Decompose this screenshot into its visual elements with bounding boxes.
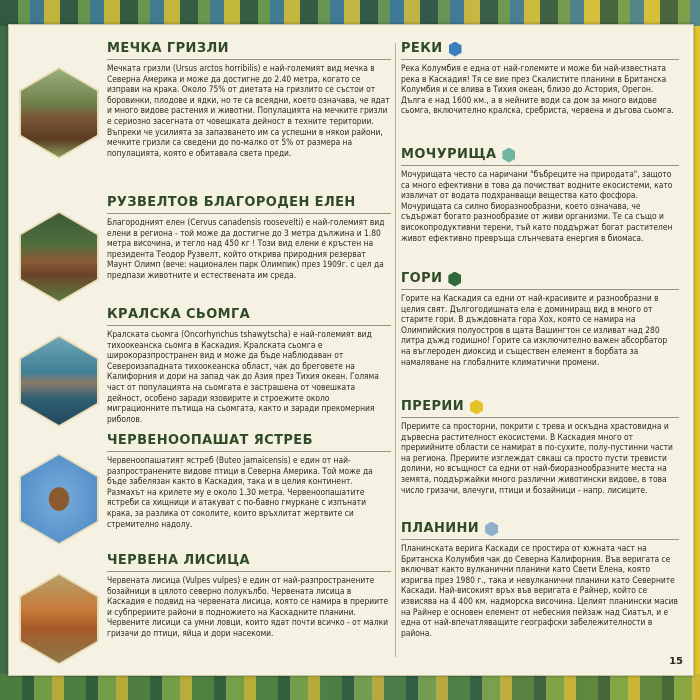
title-divider xyxy=(107,451,391,452)
entry-salmon xyxy=(19,307,391,437)
title-divider xyxy=(401,417,679,418)
entry-body: Прериите са просторни, покрити с трева и оскъдна храстовидна и дървесна растителност екосистеми. В Каскадия много от прериийните области се намират в по-сухите, полу-пустинни части на региона. Прериите изглеждат сякаш са просто пусти тревисти долини, но всъщност са едни от най-биоразнообразните места на земята, поддържайки много различни животински видове, в това число гризачи, влечуги, птици и бозайници - напр. лисиците. xyxy=(401,421,673,495)
title-divider xyxy=(107,571,391,572)
title-divider xyxy=(401,539,679,540)
fox-image xyxy=(19,573,99,665)
entry-title: ПЛАНИНИ xyxy=(401,521,480,536)
entry-title: ЧЕРВЕНА ЛИСИЦА xyxy=(107,553,250,568)
title-divider xyxy=(401,289,679,290)
entry-prairies xyxy=(401,399,679,495)
entry-title: КРАЛСКА СЬОМГА xyxy=(107,307,251,322)
entry-title: МЕЧКА ГРИЗЛИ xyxy=(107,41,229,56)
entry-title: ПРЕРИИ xyxy=(401,399,464,414)
entry-body: Горите на Каскадия са едни от най-красивите и разнообразни в целия свят. Дългогодишната ела е доминиращ вид в много от старите гори. В дъждовната гора Хох, която се намира на Олимпийския полуостров в щата Вашингтон се изливат над 280 литра дъжд годишно! Горите са изключително важен абсорбатор на въглероден диоксид и съществен елемент в борбата за намаляване на глобалните климатични промени. xyxy=(401,293,668,367)
salmon-image xyxy=(19,335,99,427)
prairie-hex-icon xyxy=(470,400,483,415)
elk-image xyxy=(19,211,99,303)
entry-body: Червеноопашатият ястреб (Buteo jamaicensis) е един от най-разпространените видове птици в Северна Америка. Той може да бъде забелязан както в Каскадия, така и в целия континент. Размахът на крилете му е около 1.30 метра. Червеноопашатите ястреби са хищници и атакуват с по-бавно гмуркане с изпънати крака, за разлика от соколите, които връхлитат жертвите си стремително надолу. xyxy=(107,455,373,529)
entry-body: Планинската верига Каскади се простира от южната част на Британска Колумбия чак до Северна Калифорния. Във веригата се включват както вулканични планини като Свети Елена, която изригва през 1980 г., така и невулканични планини като Северните Каскади. Най-високият връх във веригата е Райнер, който се извисява на 4 400 км. надморска височина. Целият планински масив на Райнер е основен елемент от небесния пейзаж над Сиатъл, и е една от най-впечатляващите географски забележителности в района. xyxy=(401,543,678,638)
entry-body: Благородният елен (Cervus canadensis roosevelti) е най-големият вид елени в региона - той може да достигне до 3 метра дължина и 1.80 метра височина, и тегло над 450 кг ! Този вид елени е кръстен на президента Теодор Рузвелт, който открива природния резерват Маунт Олимп (вече: национален парк Олимпик) през 1909г. с цел да предпази животните и естествената им среда. xyxy=(107,217,385,280)
entry-body: Мочурищата често са наричани "бъбреците на природата", защото са много ефективни в това да почистват водните екосистеми, като извличат от водата подхранващи вещества като фосфора. Мочурищата са силно биоразнообразни, което означава, че съдържат богато разнообразие от живи организми. Те са също и високопродуктивни терени, тъй като поддържат богат растителен живот ефективно превръща слънчевата енергия в биомаса. xyxy=(401,169,673,243)
column-divider xyxy=(395,43,396,657)
page-number: 15 xyxy=(669,656,683,667)
entry-title: РЕКИ xyxy=(401,41,443,56)
entry-mountains xyxy=(401,521,679,638)
entry-title: ГОРИ xyxy=(401,271,443,286)
entry-forests xyxy=(401,271,679,367)
title-divider xyxy=(107,59,391,60)
entry-body: Мечката гризли (Ursus arctos horribilis) е най-големият вид мечка в Северна Америка и може да достигне до 2.40 метра, когато се изправи на крака. Около 75% от диетата на гризлито се състои от боровинки, плодове и ядки, но те са всеядни, което означава, че ядат и много видове растения и животни. Популацията на мечките гризли е сериозно засегната от човешката дейност в техните територии. Въпреки че усилията за запазването им са успешни в някои райони, мечките гризли са сведени до по-малко от 5% от размера на популацията, която е обитавала света преди. xyxy=(107,63,390,158)
title-divider xyxy=(401,165,679,166)
mountain-hex-icon xyxy=(485,522,498,537)
hawk-image xyxy=(19,453,99,545)
river-hex-icon xyxy=(449,42,462,57)
entry-wetlands xyxy=(401,147,679,243)
grizzly-bear-image xyxy=(19,67,99,159)
wetland-hex-icon xyxy=(502,148,515,163)
entry-rivers xyxy=(401,41,679,116)
entry-grizzly xyxy=(19,41,391,201)
title-divider xyxy=(107,325,391,326)
entry-hawk xyxy=(19,433,391,558)
entry-fox xyxy=(19,553,391,673)
entry-title: МОЧУРИЩА xyxy=(401,147,497,162)
title-divider xyxy=(107,213,391,214)
book-page xyxy=(8,24,694,676)
entry-body: Река Колумбия е една от най-големите и може би най-известната река в Каскадия! Тя се вие през Скалистите планини в Британска Колумбия и се влива в Тихия океан, близо до Астория, Орегон. Дълга е над 1600 км., а в нейните води са дом за много видове сьомга, включително кралска, сребриста, червена и дъгова сьомга. xyxy=(401,63,674,116)
entry-title: РУЗВЕЛТОВ БЛАГОРОДЕН ЕЛЕН xyxy=(107,195,356,210)
entry-title: ЧЕРВЕНООПАШАТ ЯСТРЕБ xyxy=(107,433,313,448)
entry-elk xyxy=(19,195,391,315)
entry-body: Кралската сьомга (Oncorhynchus tshawytscha) е най-големият вид тихоокеанска сьомга в Каскадия. Кралската сьомга е широкоразпространен вид и може да бъде наблюдаван от Североизападната тихоокеанска област, чак до бреговете на Калифорния и дори на запад чак до Азия през Тихия океан. Голяма част от популацията на сьомгата е застрашена от човешката дейност, особено заради язовирите и строежите около миграционните пътища на сьомгата, както и заради прекомерния риболов. xyxy=(107,329,379,424)
title-divider xyxy=(401,59,679,60)
forest-hex-icon xyxy=(448,272,461,287)
entry-body: Червената лисица (Vulpes vulpes) е един от най-разпространените бозайници в цялото северно полукълбо. Червената лисица в Каскадия е подвид на червената лисица, която се намира в прериите и субпрериите райони в подножието на Каскадните планини. Червените лисици са умни ловци, които ядат почти всичко - от малки гризачи до птици, яйца и дори насекоми. xyxy=(107,575,389,638)
